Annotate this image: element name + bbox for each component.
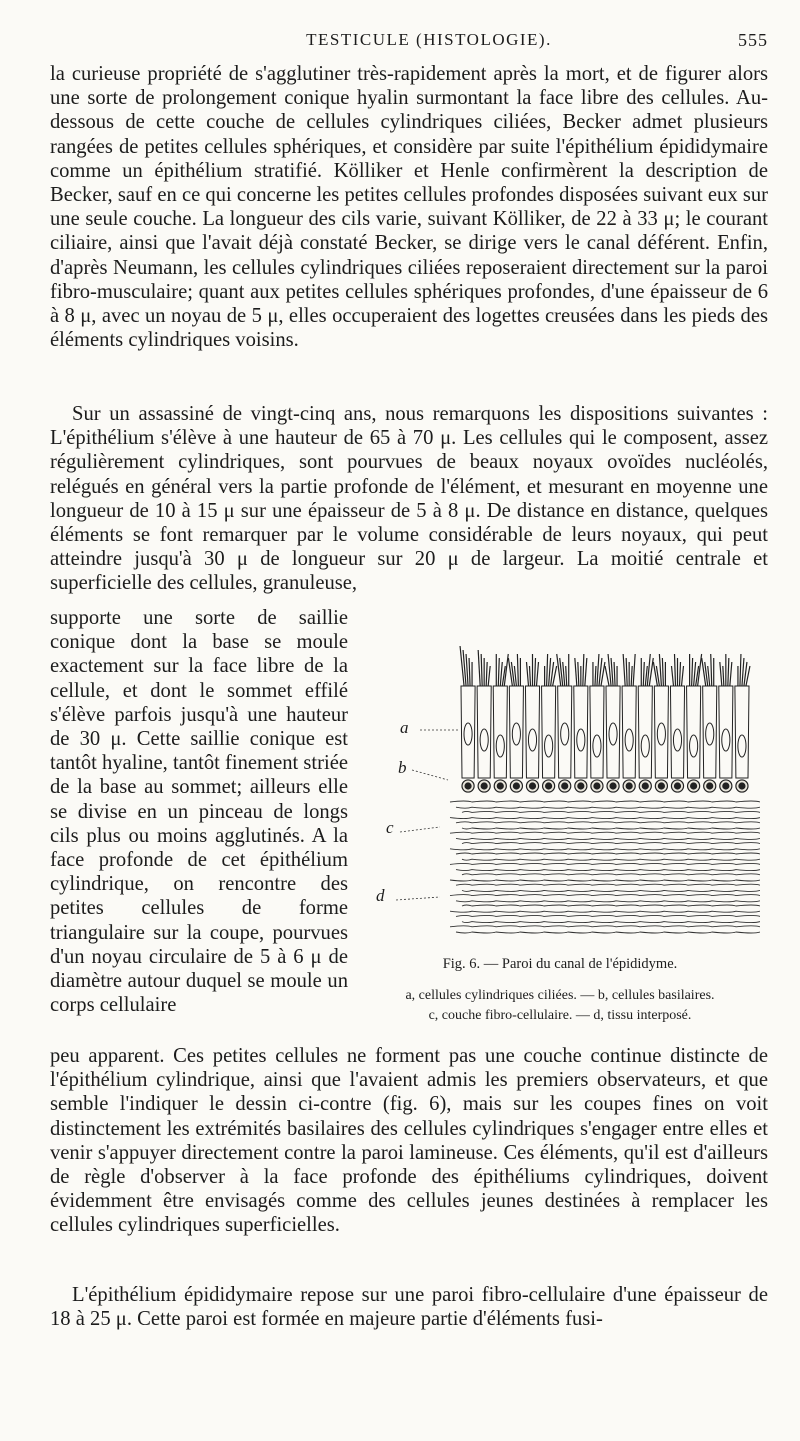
- paragraph-2-wrap: supporte une sorte de saillie conique dont la base se moule exactement sur la face libre de la cellule, et dont le sommet effilé s'élève parfois jusqu'à une hauteur de 30 μ. Cette saillie conique est tantôt hyaline, tantôt finement striée de la base au sommet; ailleurs elle se divise en un pinceau de longs cils plus ou moins agglutinés. A la face profonde de cet épithélium cylindrique, on rencontre des petites cellules de forme triangulaire sur la coupe, pourvues d'un noyau circulaire de 5 à 6 μ de diamètre autour duquel se moule un corps cellulaire: [50, 607, 348, 1017]
- cell-nucleus: [625, 729, 633, 751]
- basal-nucleus: [610, 783, 616, 789]
- fiber-line: [462, 874, 760, 875]
- fiber-line: [450, 832, 760, 833]
- label-b: b: [398, 758, 407, 777]
- basal-nucleus: [723, 783, 729, 789]
- cell-nucleus: [722, 729, 730, 751]
- fiber-line: [450, 911, 760, 912]
- basal-nucleus: [546, 783, 552, 789]
- text-block-4: [50, 1283, 768, 1331]
- fiber-line: [456, 901, 760, 902]
- cell-nucleus: [464, 723, 472, 745]
- basal-nucleus: [739, 783, 745, 789]
- fiber-line: [456, 822, 760, 823]
- text-wrap-column: [50, 606, 348, 1017]
- basal-nucleus: [594, 783, 600, 789]
- columnar-cell: [638, 686, 652, 778]
- cell-nucleus: [528, 729, 536, 751]
- text-block-2: [50, 402, 768, 596]
- figure-caption-line-2: c, couche fibro-cellulaire. — d, tissu interposé.: [428, 1008, 692, 1023]
- basal-nucleus: [530, 783, 536, 789]
- fiber-line: [462, 922, 760, 923]
- fiber-line: [450, 880, 760, 881]
- basal-nucleus: [497, 783, 503, 789]
- fiber-line: [456, 807, 760, 808]
- basal-nucleus: [626, 783, 632, 789]
- fiber-line: [456, 853, 760, 854]
- basal-nucleus: [707, 783, 713, 789]
- figure-illustration: [360, 642, 760, 952]
- cell-nucleus: [657, 723, 665, 745]
- columnar-cell: [622, 686, 636, 778]
- cell-nucleus: [673, 729, 681, 751]
- paragraph-3: L'épithélium épididymaire repose sur une paroi fibro-cellulaire d'une épaisseur de 18 à 25 μ. Cette paroi est formée en majeure partie d'éléments fusi-: [50, 1284, 768, 1331]
- columnar-cells-layer: [461, 686, 749, 778]
- cell-nucleus: [496, 735, 504, 757]
- fiber-line: [450, 926, 760, 927]
- columnar-cell: [574, 686, 588, 778]
- cell-nucleus: [641, 735, 649, 757]
- columnar-cell: [493, 686, 507, 778]
- cell-nucleus: [545, 735, 553, 757]
- fiber-line: [462, 890, 760, 891]
- cell-nucleus: [690, 735, 698, 757]
- columnar-cell: [735, 686, 749, 778]
- basal-nucleus: [691, 783, 697, 789]
- basal-nucleus: [513, 783, 519, 789]
- columnar-cell: [670, 686, 684, 778]
- columnar-cell: [558, 686, 572, 778]
- paragraph-2: Sur un assassiné de vingt-cinq ans, nous remarquons les dispositions suivantes : L'épithélium s'élève à une hauteur de 65 à 70 μ. Les cellules qui le composent, assez régulièrement cylindriques, sont pourvues de beaux noyaux ovoïdes nucléolés, relégués en général vers la partie profonde de l'élément, et mesurant en moyenne une longueur de 10 à 15 μ sur une épaisseur de 5 à 8 μ. De distance en distance, quelques éléments se font remarquer par le volume considérable de leurs noyaux, qui peut atteindre jusqu'à 30 μ de longueur sur 20 μ de largeur. La moitié centrale et superficielle des cellules, granuleuse,: [50, 403, 768, 595]
- cell-nucleus: [593, 735, 601, 757]
- columnar-cell: [590, 686, 604, 778]
- basal-nucleus: [642, 783, 648, 789]
- cell-nucleus: [609, 723, 617, 745]
- page-number: 555: [738, 30, 768, 50]
- columnar-cell: [525, 686, 539, 778]
- fiber-line: [462, 828, 760, 829]
- basal-nucleus: [465, 783, 471, 789]
- fiber-line: [450, 818, 760, 819]
- label-d: d: [376, 886, 385, 905]
- columnar-cell: [461, 686, 475, 778]
- columnar-cell: [509, 686, 523, 778]
- fiber-line: [462, 811, 760, 812]
- text-block-1: [50, 62, 768, 352]
- cell-nucleus: [480, 729, 488, 751]
- page-header: [50, 30, 768, 60]
- fiber-line: [456, 884, 760, 885]
- fiber-line: [462, 843, 760, 844]
- columnar-cell: [606, 686, 620, 778]
- cell-nucleus: [577, 729, 585, 751]
- fiber-line: [456, 870, 760, 871]
- paragraph-1: la curieuse propriété de s'agglutiner très-rapidement après la mort, et de figurer alors une sorte de prolongement conique hyalin surmontant la face libre des cellules. Au-dessous de cette couche de cellules cylindriques ciliées, Becker admet plusieurs rangées de petites cellules sphériques, et considère par suite l'épithélium épididymaire comme un épithélium stratifié. Kölliker et Henle confirmèrent la description de Becker, sauf en ce qui concerne les petites cellules profondes disposées suivant eux sur une seule couche. La longueur des cils varie, suivant Kölliker, de 22 à 33 μ; le courant ciliaire, ainsi que l'avait déjà constaté Becker, se dirige vers le canal déférent. Enfin, d'après Neumann, les cellules cylindriques ciliées reposeraient directement sur la paroi fibro-musculaire; quant aux petites cellules sphériques profondes, d'une épaisseur de 6 à 8 μ, avec un noyau de 5 μ, elles occuperaient des logettes creusées dans les pieds des éléments cylindriques voisins.: [50, 63, 768, 352]
- label-a: a: [400, 718, 409, 737]
- basal-nucleus: [562, 783, 568, 789]
- fiber-line: [450, 849, 760, 850]
- cilia-layer: [460, 646, 750, 686]
- columnar-cell: [703, 686, 717, 778]
- fiber-line: [462, 905, 760, 906]
- cell-nucleus: [738, 735, 746, 757]
- cell-nucleus: [706, 723, 714, 745]
- fiber-line: [456, 838, 760, 839]
- running-title: TESTICULE (HISTOLOGIE).: [306, 30, 552, 49]
- fiber-line: [456, 932, 760, 933]
- label-c: c: [386, 818, 394, 837]
- text-block-3: [50, 1044, 768, 1238]
- columnar-cell: [719, 686, 733, 778]
- fiber-line: [456, 915, 760, 916]
- columnar-cell: [542, 686, 556, 778]
- figure-caption-title: Fig. 6. — Paroi du canal de l'épididyme.: [442, 956, 678, 972]
- fiber-line: [450, 895, 760, 896]
- columnar-cell: [654, 686, 668, 778]
- cell-nucleus: [561, 723, 569, 745]
- figure-caption-line-1: a, cellules cylindriques ciliées. — b, cellules basilaires.: [405, 988, 715, 1003]
- basal-nucleus: [578, 783, 584, 789]
- paragraph-2-end: peu apparent. Ces petites cellules ne forment pas une couche continue distincte de l'épithélium cylindrique, ainsi que l'avaient admis les premiers observateurs, et que semble l'indiquer le dessin ci-contre (fig. 6), mais sur les coupes fines on voit distinctement les extrémités basilaires des cellules cylindriques s'engager entre elles et venir s'appuyer directement contre la paroi lamineuse. Ces éléments, qu'il est d'ailleurs de règle d'observer à la face profonde des épithéliums cylindriques, doivent évidemment être envisagés comme des cellules jeunes destinées à remplacer les cellules cylindriques superficielles.: [50, 1045, 768, 1237]
- basal-nucleus: [658, 783, 664, 789]
- fibro-layer: [450, 801, 760, 933]
- basal-nucleus: [481, 783, 487, 789]
- basal-cells-layer: [462, 780, 748, 792]
- basal-nucleus: [675, 783, 681, 789]
- fiber-line: [462, 859, 760, 860]
- label-leaders: [396, 730, 458, 900]
- cell-nucleus: [512, 723, 520, 745]
- figure-6: [360, 642, 760, 1034]
- columnar-cell: [687, 686, 701, 778]
- fiber-line: [450, 801, 760, 802]
- columnar-cell: [477, 686, 491, 778]
- fiber-line: [450, 863, 760, 864]
